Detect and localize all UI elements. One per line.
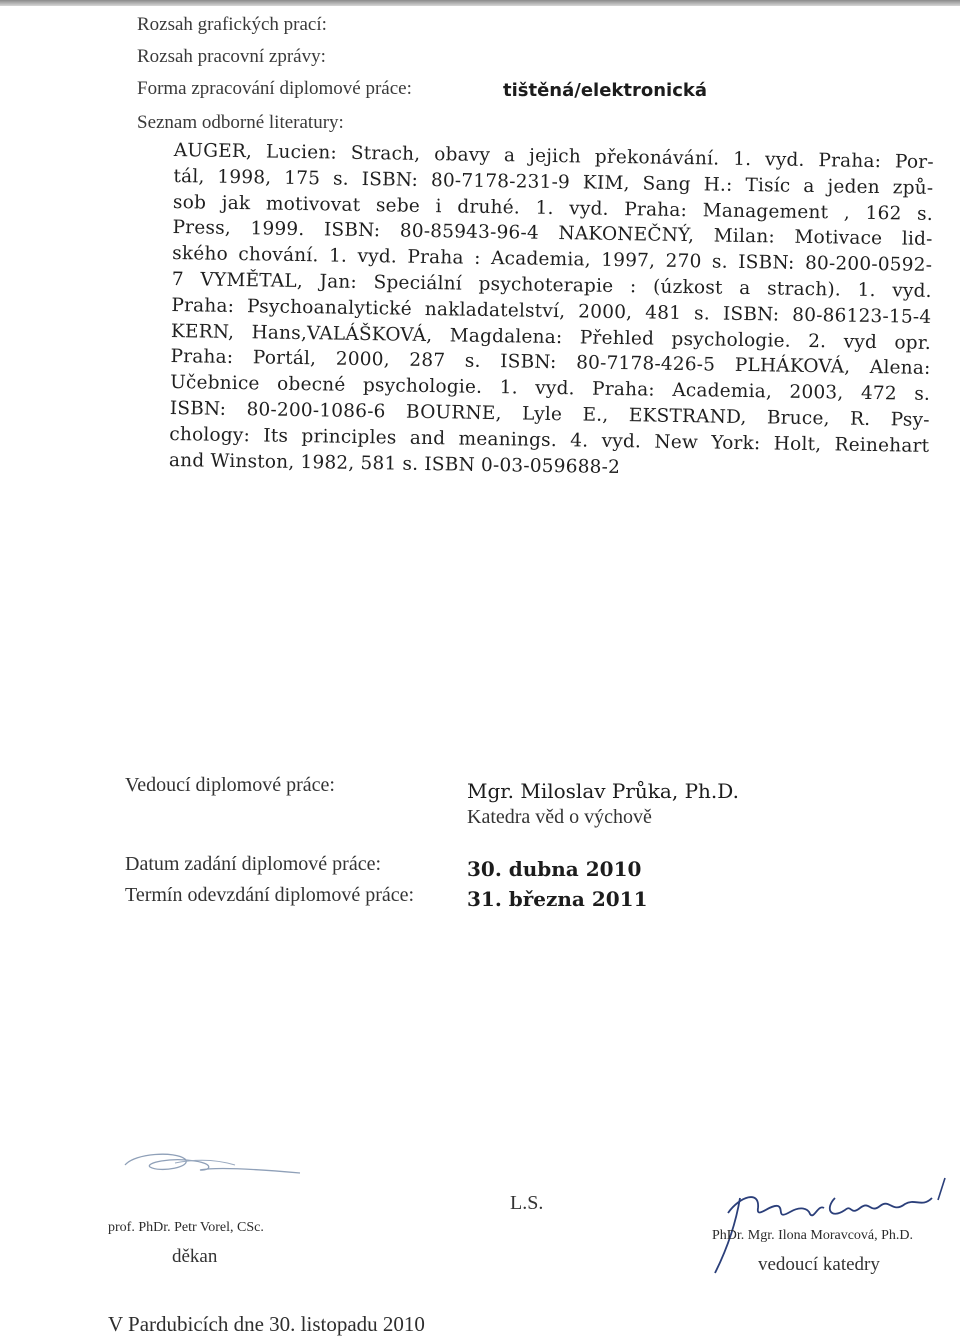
graphics-scope-label: Rozsah grafických prací:	[137, 14, 327, 35]
literature-line: Press, 1999. ISBN: 80-85943-96-4 NAKONEČNÝ, Milan: Motivace lid-	[172, 217, 933, 251]
seal-mark: L.S.	[510, 1192, 544, 1214]
dean-signature	[115, 1145, 315, 1195]
literature-line: chology: Its principles and meanings. 4. vyd. New York: Holt, Reinehart	[169, 423, 930, 457]
literature-line: Praha: Portál, 2000, 287 s. ISBN: 80-7178-426-5 PLHÁKOVÁ, Alena:	[170, 346, 931, 380]
deadline-value: 31. března 2011	[467, 887, 648, 911]
assigned-date-value: 30. dubna 2010	[467, 857, 642, 881]
processing-form-label: Forma zpracování diplomové práce:	[137, 78, 412, 99]
literature-line: KERN, Hans,VALÁŠKOVÁ, Magdalena: Přehled psychologie. 2. vyd opr.	[170, 320, 932, 354]
literature-line: and Winston, 1982, 581 s. ISBN 0-03-059688-2	[168, 449, 621, 478]
literature-line: AUGER, Lucien: Strach, obavy a jejich překonávání. 1. vyd. Praha: Por-	[173, 140, 934, 173]
literature-line: Praha: Psychoanalytické nakladatelství, 2000, 481 s. ISBN: 80-86123-15-4	[171, 294, 932, 328]
report-scope-label: Rozsah pracovní zprávy:	[137, 46, 326, 67]
literature-line: 7 VYMĚTAL, Jan: Speciální psychoterapie : (úzkost a strach). 1. vyd.	[171, 268, 932, 302]
literature-line: tál, 1998, 175 s. ISBN: 80-7178-231-9 KIM, Sang H.: Tisíc a jeden způ-	[173, 165, 934, 199]
literature-line: sob jak motivovat sebe i druhé. 1. vyd. Praha: Management , 162 s.	[172, 191, 934, 225]
literature-line: Učebnice obecné psychologie. 1. vyd. Praha: Academia, 2003, 472 s.	[170, 372, 931, 406]
processing-form-value: tištěná/elektronická	[503, 80, 708, 101]
scan-top-edge	[0, 0, 960, 6]
literature-line: ISBN: 80-200-1086-6 BOURNE, Lyle E., EKSTRAND, Bruce, R. Psy-	[169, 397, 930, 431]
literature-line: ského chování. 1. vyd. Praha : Academia, 1997, 270 s. ISBN: 80-200-0592-	[172, 243, 933, 277]
supervisor-label: Vedoucí diplomové práce:	[125, 774, 335, 796]
dean-name: prof. PhDr. Petr Vorel, CSc.	[108, 1220, 264, 1235]
supervisor-department: Katedra věd o výchově	[467, 806, 652, 828]
dean-role: děkan	[172, 1246, 218, 1267]
head-name: PhDr. Mgr. Ilona Moravcová, Ph.D.	[712, 1228, 914, 1243]
literature-label: Seznam odborné literatury:	[137, 112, 344, 133]
supervisor-name: Mgr. Miloslav Průka, Ph.D.	[467, 779, 739, 803]
literature-list	[169, 140, 934, 487]
assigned-date-label: Datum zadání diplomové práce:	[125, 853, 382, 875]
head-role: vedoucí katedry	[758, 1254, 880, 1275]
deadline-label: Termín odevzdání diplomové práce:	[125, 884, 415, 906]
place-and-date: V Pardubicích dne 30. listopadu 2010	[108, 1312, 425, 1336]
